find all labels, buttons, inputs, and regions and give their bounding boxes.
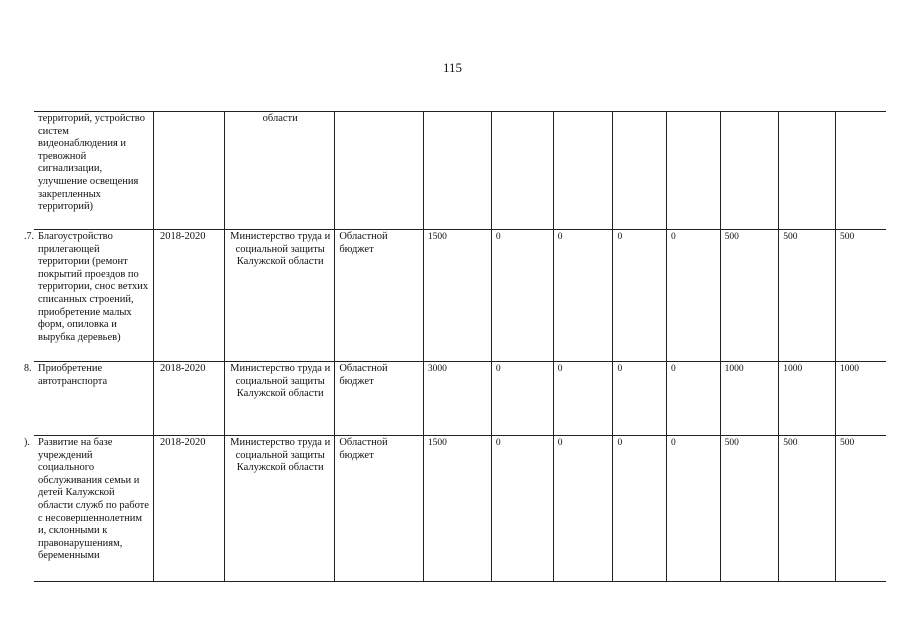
row-number: 8. (24, 363, 32, 374)
amount-cell: 0 (553, 436, 613, 582)
row-number: ). (24, 437, 30, 448)
task-name-cell: Благоустройство прилегающей территории (ремонт покрытий проездов по территории, снос ветхих списанных строений, приобретение малых форм, опиловка и вырубка деревьев) (34, 230, 154, 362)
task-name-cell: Развитие на базе учреждений социального обслуживания семьи и детей Калужской области служб по работе с несовершеннолетним и, склонными к правонарушениям, беременными (34, 436, 154, 582)
amount-cell: 1000 (835, 362, 886, 436)
amount-cell: 500 (779, 436, 836, 582)
amount-cell (553, 112, 613, 230)
budget-table (34, 111, 886, 582)
total-amount-cell (423, 112, 491, 230)
total-amount-cell: 1500 (423, 230, 491, 362)
amount-cell (720, 112, 779, 230)
amount-cell: 0 (553, 230, 613, 362)
funding-source-cell: Областной бюджет (335, 230, 424, 362)
amount-cell: 500 (835, 230, 886, 362)
amount-cell: 500 (835, 436, 886, 582)
amount-cell (779, 112, 836, 230)
table-row (34, 436, 886, 582)
task-name-cell: Приобретение автотранспорта (34, 362, 154, 436)
term-cell (154, 112, 225, 230)
funding-source-cell: Областной бюджет (335, 362, 424, 436)
amount-cell: 500 (720, 436, 779, 582)
page-number: 115 (442, 60, 463, 75)
amount-cell: 500 (720, 230, 779, 362)
total-amount-cell: 3000 (423, 362, 491, 436)
amount-cell (667, 112, 721, 230)
executor-cell: Министерство труда и социальной защиты Калужской области (225, 436, 335, 582)
amount-cell: 0 (667, 230, 721, 362)
amount-cell: 0 (667, 436, 721, 582)
executor-cell: Министерство труда и социальной защиты Калужской области (225, 362, 335, 436)
amount-cell: 0 (667, 362, 721, 436)
task-name-cell: территорий, устройство систем видеонаблюдения и тревожной сигнализации, улучшение освещения закрепленных территорий) (34, 112, 154, 230)
amount-cell (491, 112, 553, 230)
row-number: .7. (24, 231, 34, 242)
amount-cell: 0 (613, 230, 667, 362)
amount-cell: 0 (613, 362, 667, 436)
amount-cell: 500 (779, 230, 836, 362)
term-cell: 2018-2020 (154, 230, 225, 362)
funding-source-cell: Областной бюджет (335, 436, 424, 582)
amount-cell: 0 (553, 362, 613, 436)
term-cell: 2018-2020 (154, 436, 225, 582)
amount-cell: 1000 (720, 362, 779, 436)
table-row (34, 362, 886, 436)
amount-cell: 1000 (779, 362, 836, 436)
table-row (34, 112, 886, 230)
amount-cell: 0 (491, 362, 553, 436)
amount-cell (835, 112, 886, 230)
amount-cell: 0 (491, 436, 553, 582)
funding-source-cell (335, 112, 424, 230)
amount-cell (613, 112, 667, 230)
amount-cell: 0 (613, 436, 667, 582)
total-amount-cell: 1500 (423, 436, 491, 582)
amount-cell: 0 (491, 230, 553, 362)
term-cell: 2018-2020 (154, 362, 225, 436)
table-row (34, 230, 886, 362)
executor-cell: области (225, 112, 335, 230)
executor-cell: Министерство труда и социальной защиты Калужской области (225, 230, 335, 362)
